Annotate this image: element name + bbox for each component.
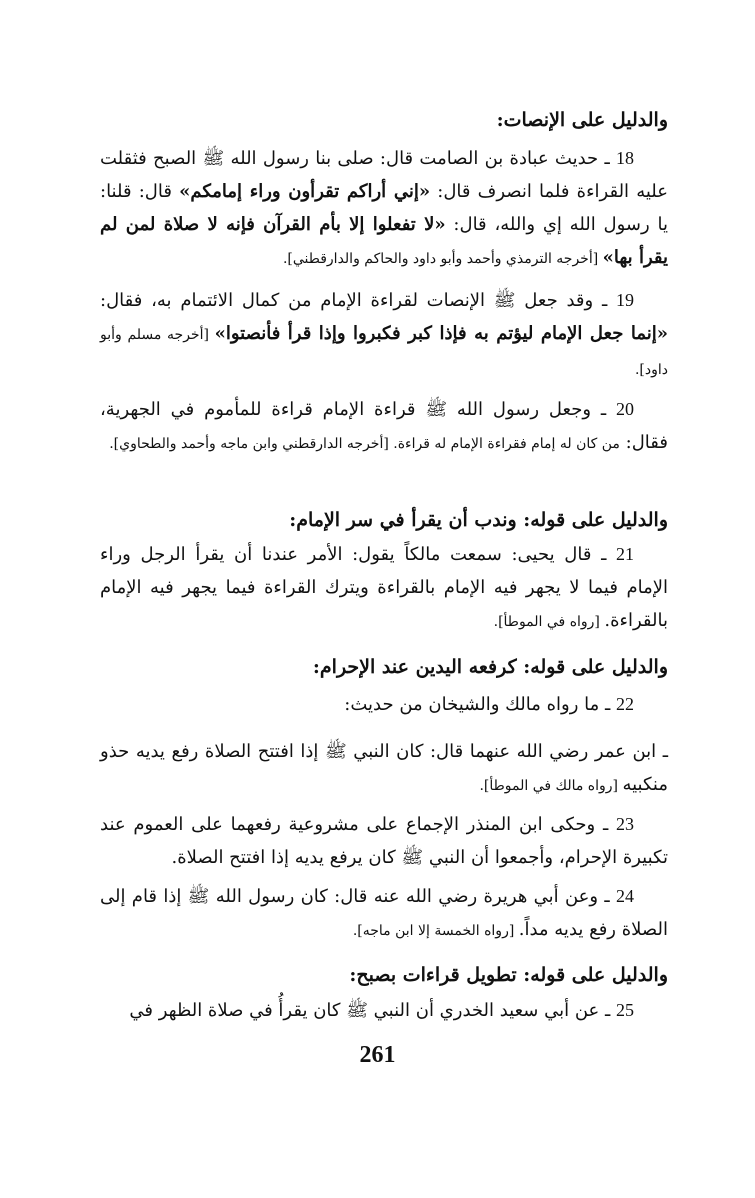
section-heading: والدليل على قوله: كرفعه اليدين عند الإحرام: (312, 656, 668, 678)
paragraph (100, 538, 668, 639)
paragraph (100, 994, 668, 1027)
paragraph-number: 20 (616, 399, 634, 419)
paragraph-text: ـ ابن عمر رضي الله عنهما قال: كان النبي ﷺ إذا افتتح الصلاة رفع يديه حذو منكبيه (100, 741, 668, 795)
reference: [رواه مالك في الموطأ]. (479, 778, 623, 794)
paragraph (100, 735, 668, 803)
paragraph-number: 19 (616, 290, 634, 310)
paragraph-text: ـ وجعل رسول الله ﷺ قراءة الإمام قراءة للمأموم في الجهرية، فقال: (100, 399, 668, 453)
section-heading: والدليل على قوله: تطويل قراءات بصبح: (349, 964, 668, 986)
paragraph-text: ـ عن أبي سعيد الخدري أن النبي ﷺ كان يقرأُ في صلاة الظهر في (129, 1000, 616, 1021)
paragraph-number: 18 (616, 148, 634, 168)
hadith-quote: «لا تفعلوا إلا بأم القرآن فإنه لا صلاة لمن لم يقرأ بها» (100, 214, 668, 268)
paragraph-number: 23 (616, 814, 634, 834)
book-page (100, 0, 668, 1198)
hadith-quote: «إنما جعل الإمام ليؤتم به فإذا كبر فكبروا وإذا قرأ فأنصتوا» (214, 323, 668, 344)
paragraph-text: ـ وحكى ابن المنذر الإجماع على مشروعية رفعهما على العموم عند تكبيرة الإحرام، وأجمعوا أن النبي ﷺ كان يرفع يديه إذا افتتح الصلاة. (100, 814, 668, 868)
reference: [أخرجه مسلم وأبو داود]. (100, 327, 668, 378)
paragraph (100, 393, 668, 461)
paragraph-number: 21 (616, 544, 634, 564)
reference: [أخرجه الدارقطني وابن ماجه وأحمد والطحاوي]. (109, 436, 394, 452)
paragraph-text: ـ ما رواه مالك والشيخان من حديث: (344, 694, 616, 715)
paragraph (100, 284, 668, 387)
hadith-text: من كان له إمام فقراءة الإمام له قراءة. (393, 436, 620, 452)
paragraph (100, 880, 668, 948)
paragraph-number: 25 (616, 1000, 634, 1020)
paragraph (100, 142, 668, 276)
paragraph-text: ـ وعن أبي هريرة رضي الله عنه قال: كان رسول الله ﷺ إذا قام إلى الصلاة رفع يديه مداً. (100, 886, 668, 940)
paragraph (100, 808, 668, 874)
paragraph-text: ـ حديث عبادة بن الصامت قال: صلى بنا رسول الله ﷺ الصبح فثقلت عليه القراءة فلما انصرف قال: (100, 148, 668, 202)
section-heading: والدليل على الإنصات: (496, 109, 668, 131)
reference: [رواه في الموطأ]. (493, 614, 605, 630)
paragraph-text: ـ وقد جعل ﷺ الإنصات لقراءة الإمام من كمال الائتمام به، فقال: (100, 290, 616, 311)
paragraph (100, 688, 668, 721)
paragraph-number: 22 (616, 694, 634, 714)
section-heading: والدليل على قوله: وندب أن يقرأ في سر الإمام: (289, 509, 668, 531)
reference: [رواه الخمسة إلا ابن ماجه]. (352, 923, 519, 939)
page-number: 261 (359, 1042, 396, 1068)
hadith-quote: «إني أراكم تقرأون وراء إمامكم» (179, 181, 431, 202)
reference: [أخرجه الترمذي وأحمد وأبو داود والحاكم والدارقطني]. (282, 251, 603, 267)
paragraph-text: قال: قلنا: يا رسول الله إي والله، قال: (100, 181, 668, 235)
paragraph-text: ـ قال يحيى: سمعت مالكاً يقول: الأمر عندنا أن يقرأ الرجل وراء الإمام فيما لا يجهر فيه الإمام بالقراءة ويترك القراءة فيما يجهر فيه الإمام بالقراءة. (100, 544, 668, 631)
paragraph-number: 24 (616, 886, 634, 906)
